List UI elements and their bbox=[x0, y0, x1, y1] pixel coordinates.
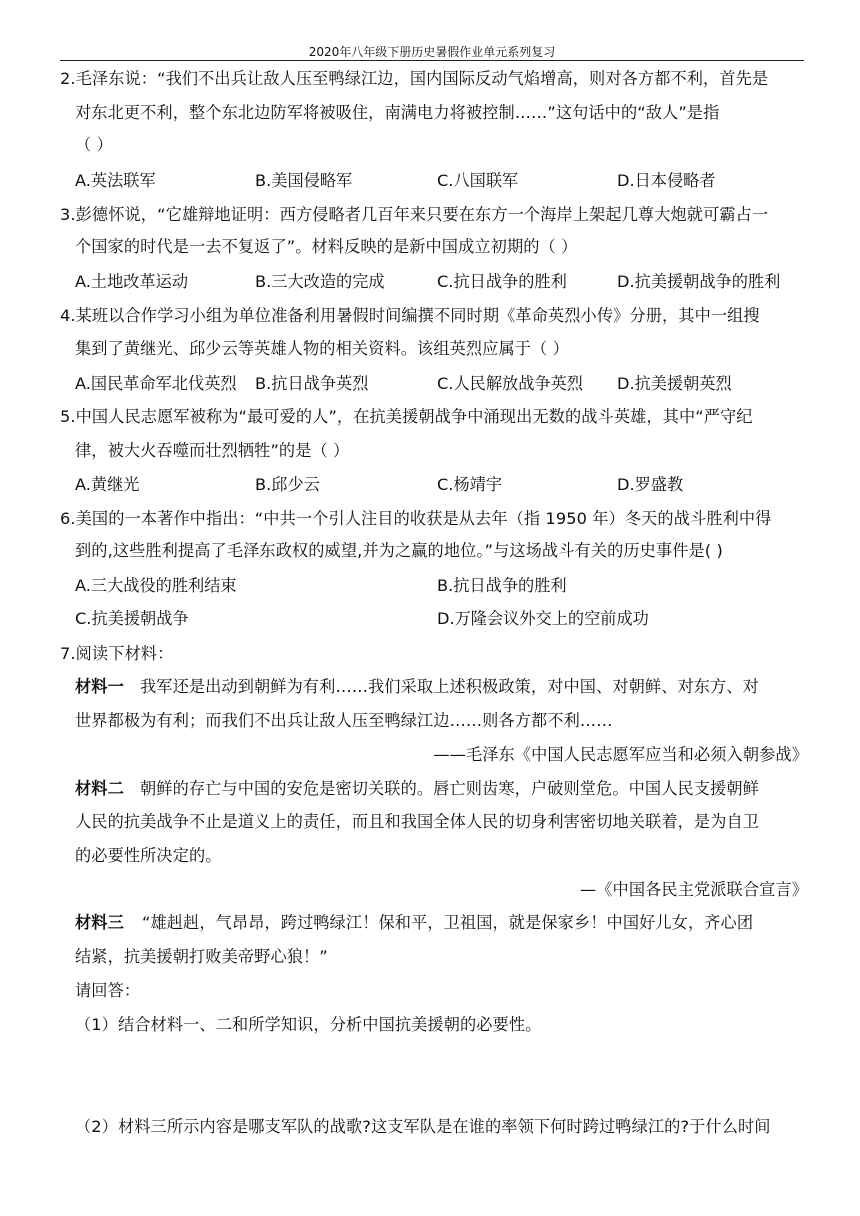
material-2-line-1: 朝鲜的存亡与中国的安危是密切关联的。唇亡则齿寒，户破则堂危。中国人民支援朝鲜 bbox=[140, 779, 759, 798]
q5-option-c: C.杨靖宇 bbox=[437, 475, 503, 494]
q6-line-1: 6.美国的一本著作中指出：“中共一个引人注目的收获是从去年（指 1950 年）冬天的战斗胜利中得 bbox=[60, 509, 772, 528]
q3-line-1: 3.彭德怀说，“它雄辩地证明：西方侵略者几百年来只要在东方一个海岸上架起几尊大炮就可霸占一 bbox=[60, 205, 769, 224]
material-1-line-2: 世界都极为有利；而我们不出兵让敌人压至鸭绿江边……则各方都不利…… bbox=[75, 711, 613, 730]
page-header: 2020年八年级下册历史暑假作业单元系列复习 bbox=[308, 45, 556, 59]
q4-line-2: 集到了黄继光、邱少云等英雄人物的相关资料。该组英烈应属于（ ） bbox=[75, 339, 569, 358]
q6-line-2: 到的,这些胜利提高了毛泽东政权的威望,并为之赢的地位。”与这场战斗有关的历史事件是( ) bbox=[75, 541, 723, 560]
material-2-label: 材料二 bbox=[75, 779, 124, 798]
material-1-line-1: 我军还是出动到朝鲜为有利……我们采取上述积极政策，对中国、对朝鲜、对东方、对 bbox=[140, 677, 759, 696]
q4-option-d: D.抗美援朝英烈 bbox=[617, 374, 732, 393]
q2-line-3: （ ） bbox=[75, 135, 113, 154]
q6-option-d: D.万隆会议外交上的空前成功 bbox=[437, 609, 649, 628]
material-2-source: —《中国各民主党派联合宣言》 bbox=[579, 880, 808, 899]
q5-option-b: B.邱少云 bbox=[255, 475, 320, 494]
q2-option-a: A.英法联军 bbox=[75, 171, 156, 190]
q2-line-2: 对东北更不利，整个东北边防军将被吸住，南满电力将被控制……”这句话中的“敌人”是指 bbox=[75, 103, 720, 122]
material-1-label: 材料一 bbox=[75, 677, 124, 696]
q6-option-a: A.三大战役的胜利结束 bbox=[75, 576, 237, 595]
q5-option-a: A.黄继光 bbox=[75, 475, 140, 494]
material-3-label: 材料三 bbox=[75, 913, 124, 932]
q5-line-2: 律，被大火吞噬而壮烈牺牲”的是（ ） bbox=[75, 441, 350, 460]
question-prompt: 请回答： bbox=[75, 981, 141, 1000]
sub-question-2: （2）材料三所示内容是哪支军队的战歌?这支军队是在谁的率领下何时跨过鸭绿江的?于什么时间 bbox=[75, 1117, 771, 1136]
material-2-line-3: 的必要性所决定的。 bbox=[75, 846, 222, 865]
q6-option-c: C.抗美援朝战争 bbox=[75, 609, 189, 628]
q2-option-c: C.八国联军 bbox=[437, 171, 519, 190]
q3-option-d: D.抗美援朝战争的胜利 bbox=[617, 272, 781, 291]
q4-option-b: B.抗日战争英烈 bbox=[255, 374, 369, 393]
q3-option-b: B.三大改造的完成 bbox=[255, 272, 385, 291]
q5-option-d: D.罗盛教 bbox=[617, 475, 684, 494]
q2-line-1: 2.毛泽东说：“我们不出兵让敌人压至鸭绿江边，国内国际反动气焰增高，则对各方都不利，首先是 bbox=[60, 69, 769, 88]
q3-line-2: 个国家的时代是一去不复返了”。材料反映的是新中国成立初期的（ ） bbox=[75, 237, 578, 256]
sub-question-1: （1）结合材料一、二和所学知识，分析中国抗美援朝的必要性。 bbox=[75, 1015, 542, 1034]
q6-option-b: B.抗日战争的胜利 bbox=[437, 576, 567, 595]
q4-option-a: A.国民革命军北伐英烈 bbox=[75, 374, 237, 393]
q5-line-1: 5.中国人民志愿军被称为“最可爱的人”，在抗美援朝战争中涌现出无数的战斗英雄，其中“严守纪 bbox=[60, 407, 753, 426]
material-3-line-1: “雄赳赳，气昂昂，跨过鸭绿江！保和平，卫祖国，就是保家乡！中国好儿女，齐心团 bbox=[142, 913, 754, 932]
material-2-line-2: 人民的抗美战争不止是道义上的责任，而且和我国全体人民的切身利害密切地关联着，是为自卫 bbox=[75, 812, 760, 831]
q7-intro: 7.阅读下材料： bbox=[60, 644, 174, 663]
q2-option-b: B.美国侵略军 bbox=[255, 171, 353, 190]
material-1-source: ——毛泽东《中国人民志愿军应当和必须入朝参战》 bbox=[433, 745, 808, 764]
q4-option-c: C.人民解放战争英烈 bbox=[437, 374, 583, 393]
q4-line-1: 4.某班以合作学习小组为单位准备利用暑假时间编撰不同时期《革命英烈小传》分册，其中一组搜 bbox=[60, 306, 760, 325]
q3-option-c: C.抗日战争的胜利 bbox=[437, 272, 567, 291]
q3-option-a: A.土地改革运动 bbox=[75, 272, 189, 291]
material-3-line-2: 结紧，抗美援朝打败美帝野心狼！” bbox=[75, 947, 328, 966]
header-rule bbox=[60, 60, 804, 61]
q2-option-d: D.日本侵略者 bbox=[617, 171, 716, 190]
